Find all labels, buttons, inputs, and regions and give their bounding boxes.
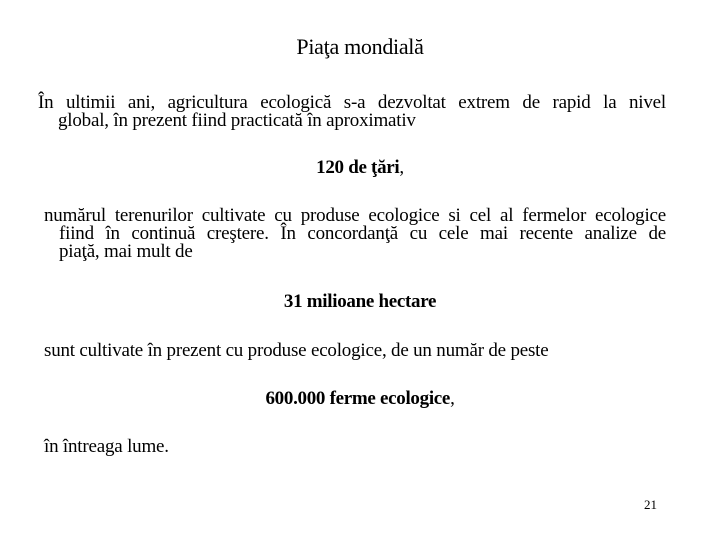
page-number: 21 [644,497,657,512]
paragraph-line: fiind în continuă creştere. În concordanţă cu cele mai recente analize de [59,223,666,244]
paragraph-line: sunt cultivate în prezent cu produse ecologice, de un număr de peste [44,340,549,361]
highlight-punctuation: , [450,388,455,409]
paragraph-cultivated [44,342,604,360]
highlight-countries [0,157,720,179]
paragraph-line: piaţă, mai mult de [59,241,193,262]
highlight-hectares [0,291,720,313]
highlight-text: 600.000 ferme ecologice [265,388,451,409]
paragraph-line: în întreaga lume. [44,436,169,457]
paragraph-growth [44,207,666,261]
paragraph-closing [44,438,344,456]
paragraph-line: numărul terenurilor cultivate cu produse ecologice si cel al fermelor ecologice [44,205,666,226]
paragraph-line: global, în prezent fiind practicată în aproximativ [58,110,416,131]
highlight-farms [0,388,720,410]
paragraph-line: În ultimii ani, agricultura ecologică s-a dezvoltat extrem de rapid la nivel [38,92,666,113]
slide-title: Piaţa mondială [296,34,424,59]
paragraph-intro [38,94,666,130]
highlight-punctuation: , [399,157,404,178]
highlight-text: 120 de ţări [316,157,400,178]
highlight-text: 31 milioane hectare [283,291,437,312]
